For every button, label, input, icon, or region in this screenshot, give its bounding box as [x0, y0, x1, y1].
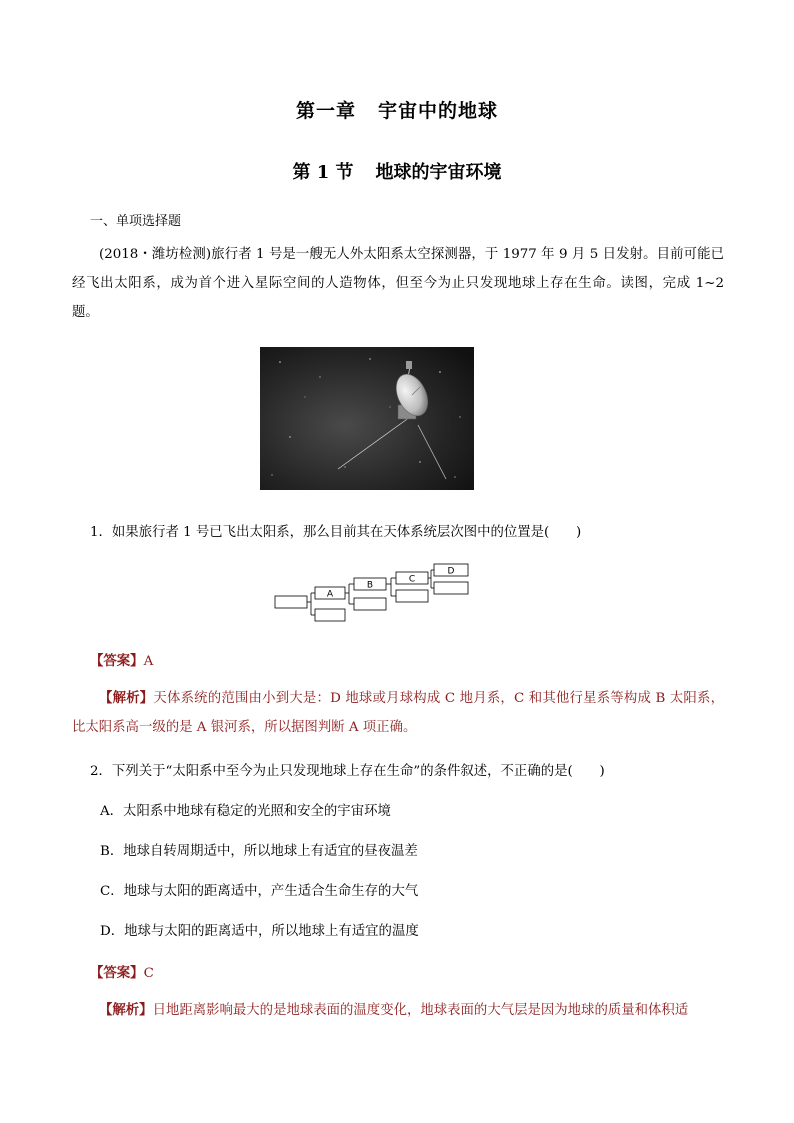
analysis-tag: 【解析】: [99, 690, 154, 706]
question-2-option-b: B．地球自转周期适中，所以地球上有适宜的昼夜温差: [100, 844, 418, 859]
intro-paragraph: (2018・潍坊检测)旅行者 1 号是一艘无人外太阳系太空探测器，于 1977 年 9 月 5 日发射。目前可能已经飞出太阳系，成为首个进入星际空间的人造物体，但至今为止只发现地球上存在生命。读图，完成 1~2 题。: [72, 247, 724, 320]
chapter-title: [0, 96, 794, 123]
question-1-answer: [90, 650, 153, 669]
question-2-option-d: D．地球与太阳的距离适中，所以地球上有适宜的温度: [100, 924, 419, 939]
question-2-answer: [90, 962, 154, 981]
question-2-analysis: [72, 996, 724, 1025]
root-box: [275, 596, 307, 608]
box-b-sibling: [354, 598, 386, 610]
answer-value: A: [143, 654, 154, 669]
voyager-spacecraft-image: [260, 347, 474, 490]
analysis-text: 日地距离影响最大的是地球表面的温度变化，地球表面的大气层是因为地球的质量和体积适: [152, 1003, 689, 1018]
label-a: A: [326, 589, 334, 600]
celestial-hierarchy-diagram: [272, 560, 472, 624]
label-c: C: [408, 574, 416, 585]
answer-tag: 【答案】: [90, 653, 144, 669]
voyager-photo: [260, 347, 474, 490]
box-d-sibling: [434, 582, 468, 594]
question-2-stem: 2．下列关于“太阳系中至今为止只发现地球上存在生命”的条件叙述，不正确的是( ): [90, 764, 605, 779]
box-c-sibling: [396, 590, 428, 602]
answer-tag: 【答案】: [90, 965, 144, 981]
analysis-tag: 【解析】: [99, 1002, 153, 1018]
question-1-stem: 1．如果旅行者 1 号已飞出太阳系，那么目前其在天体系统层次图中的位置是( ): [90, 525, 582, 540]
question-2-option-a: A．太阳系中地球有稳定的光照和安全的宇宙环境: [100, 804, 391, 819]
box-a-sibling: [315, 609, 345, 621]
analysis-text: 天体系统的范围由小到大是：D 地球或月球构成 C 地月系，C 和其他行星系等构成 B 太阳系，比太阳系高一级的是 A 银河系，所以据图判断 A 项正确。: [72, 691, 725, 735]
hierarchy-svg: [272, 560, 472, 624]
question-type-heading: 一、单项选择题: [90, 214, 182, 229]
chapter-label: 第一章: [295, 100, 356, 122]
label-d: D: [447, 566, 455, 577]
section-label: 第 1 节: [292, 162, 354, 183]
question-2-option-c: C．地球与太阳的距离适中，产生适合生命生存的大气: [100, 884, 419, 899]
section-title: [0, 158, 794, 184]
question-1-analysis: [72, 684, 724, 742]
chapter-name: 宇宙中的地球: [378, 100, 499, 122]
section-name: 地球的宇宙环境: [375, 162, 502, 183]
label-b: B: [366, 580, 374, 591]
answer-value: C: [143, 966, 154, 981]
